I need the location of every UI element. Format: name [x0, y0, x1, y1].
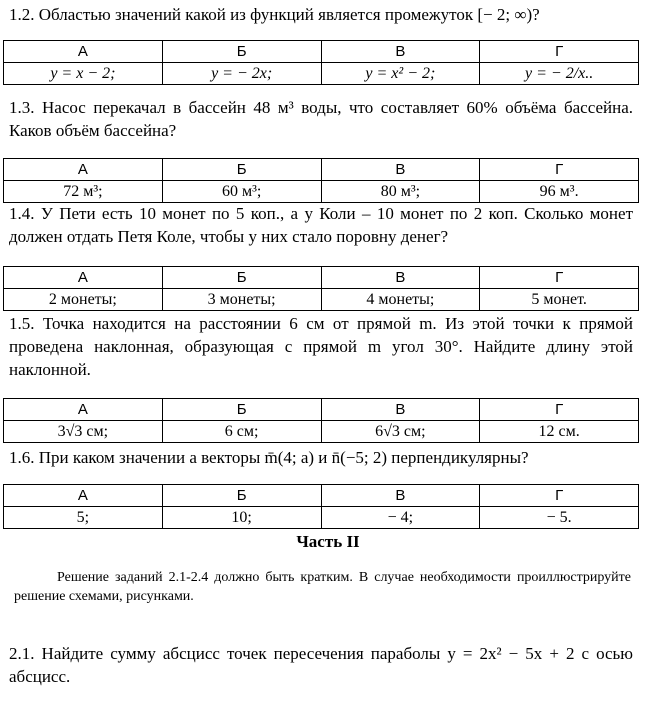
option-d-header: Г: [480, 41, 639, 63]
option-d: − 5.: [480, 507, 639, 529]
option-a-header: А: [4, 159, 163, 181]
option-c: 80 м³;: [321, 181, 480, 203]
option-b: 10;: [162, 507, 321, 529]
option-c-header: В: [321, 267, 480, 289]
question-2-1: 2.1. Найдите сумму абсцисс точек пересечения параболы y = 2x² − 5x + 2 с осью абсцисс.: [9, 644, 633, 686]
part-2-heading: Часть II: [296, 532, 360, 551]
option-d-header: Г: [480, 399, 639, 421]
option-a: 2 монеты;: [4, 289, 163, 311]
option-b-header: Б: [162, 399, 321, 421]
question-1-4: 1.4. У Пети есть 10 монет по 5 коп., а у Коли – 10 монет по 2 коп. Сколько монет должен отдать Петя Коле, чтобы у них стало поровну денег?: [9, 204, 633, 246]
option-a-header: А: [4, 485, 163, 507]
part-2-instructions: Решение заданий 2.1-2.4 должно быть кратким. В случае необходимости проиллюстрируйте решение схемами, рисунками.: [14, 570, 631, 604]
option-d: y = − 2/x..: [480, 63, 639, 85]
option-d-header: Г: [480, 159, 639, 181]
answers-table-1-2: [3, 40, 639, 85]
option-c: − 4;: [321, 507, 480, 529]
option-c-header: В: [321, 399, 480, 421]
option-b-header: Б: [162, 159, 321, 181]
option-d: 12 см.: [480, 421, 639, 443]
option-c-header: В: [321, 485, 480, 507]
question-1-3: 1.3. Насос перекачал в бассейн 48 м³ воды, что составляет 60% объёма бассейна. Каков объём бассейна?: [9, 98, 633, 140]
answers-table-1-6: [3, 484, 639, 529]
option-c: 6√3 см;: [321, 421, 480, 443]
option-d: 96 м³.: [480, 181, 639, 203]
option-c-header: В: [321, 41, 480, 63]
option-b: 6 см;: [162, 421, 321, 443]
option-d: 5 монет.: [480, 289, 639, 311]
option-a: 3√3 см;: [4, 421, 163, 443]
option-b: 60 м³;: [162, 181, 321, 203]
option-a: y = x − 2;: [4, 63, 163, 85]
option-d-header: Г: [480, 267, 639, 289]
option-a-header: А: [4, 267, 163, 289]
option-b: y = − 2x;: [162, 63, 321, 85]
option-b-header: Б: [162, 267, 321, 289]
answers-table-1-3: [3, 158, 639, 203]
option-c: y = x² − 2;: [321, 63, 480, 85]
option-c-header: В: [321, 159, 480, 181]
option-b-header: Б: [162, 41, 321, 63]
option-d-header: Г: [480, 485, 639, 507]
option-a-header: А: [4, 399, 163, 421]
option-a-header: А: [4, 41, 163, 63]
question-1-2: 1.2. Областью значений какой из функций является промежуток [− 2; ∞)?: [9, 5, 540, 24]
question-1-5: 1.5. Точка находится на расстоянии 6 см от прямой m. Из этой точки к прямой проведена наклонная, образующая с прямой m угол 30°. Найдите длину этой наклонной.: [9, 314, 633, 379]
option-c: 4 монеты;: [321, 289, 480, 311]
question-1-6: 1.6. При каком значении a векторы m̄(4; a) и n̄(−5; 2) перпендикулярны?: [9, 448, 529, 467]
option-a: 72 м³;: [4, 181, 163, 203]
option-a: 5;: [4, 507, 163, 529]
answers-table-1-4: [3, 266, 639, 311]
answers-table-1-5: [3, 398, 639, 443]
option-b: 3 монеты;: [162, 289, 321, 311]
option-b-header: Б: [162, 485, 321, 507]
